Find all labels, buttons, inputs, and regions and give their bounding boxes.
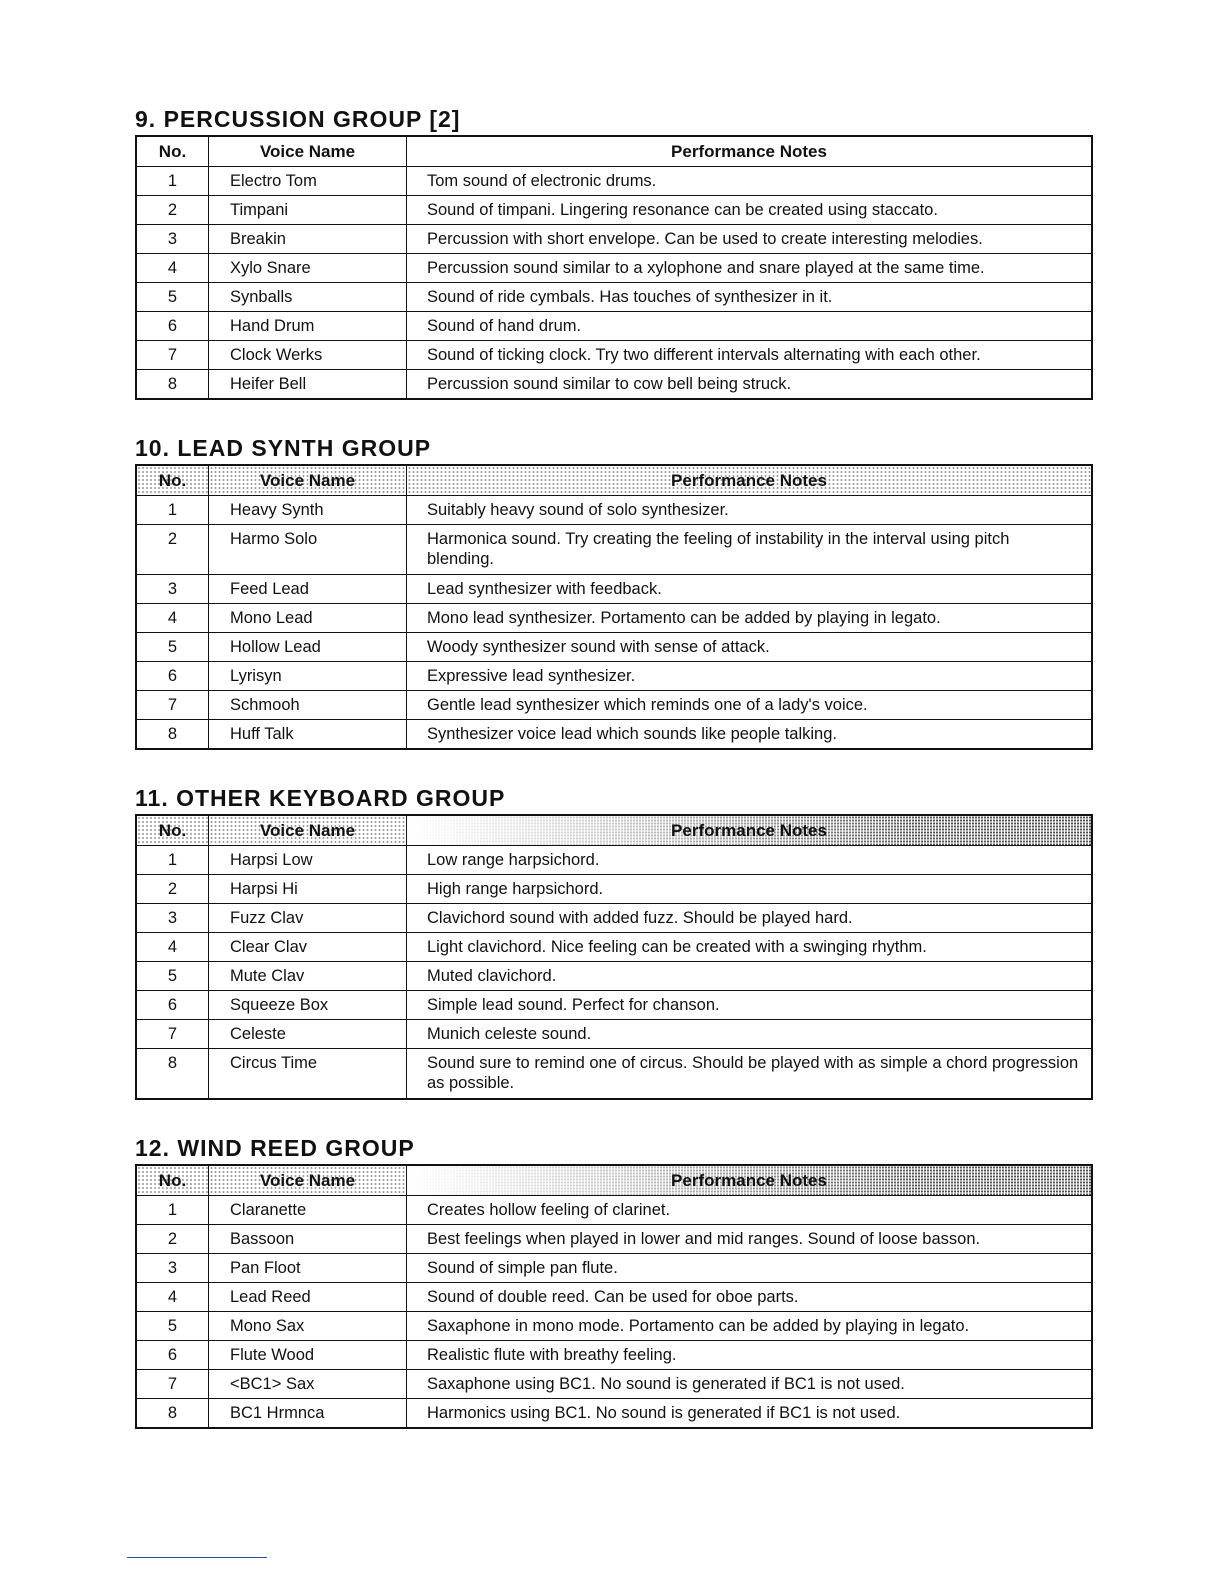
- column-header-voice-name: Voice Name: [209, 815, 407, 846]
- voice-number: 5: [136, 283, 209, 312]
- column-header-performance-notes: Performance Notes: [407, 815, 1093, 846]
- section-title-lead-synth-group: 10. LEAD SYNTH GROUP: [135, 435, 432, 461]
- voice-name: Mute Clav: [209, 962, 407, 991]
- voice-name: Hollow Lead: [209, 633, 407, 662]
- performance-note: Creates hollow feeling of clarinet.: [407, 1196, 1093, 1225]
- table-row: [136, 875, 1092, 904]
- performance-note: Harmonics using BC1. No sound is generated if BC1 is not used.: [407, 1399, 1093, 1429]
- voice-name: Mono Lead: [209, 604, 407, 633]
- voice-name: Harmo Solo: [209, 525, 407, 575]
- voice-number: 3: [136, 225, 209, 254]
- table-header-row: [136, 465, 1092, 496]
- table-row: [136, 604, 1092, 633]
- voice-number: 3: [136, 904, 209, 933]
- performance-note: Percussion sound similar to cow bell being struck.: [407, 370, 1093, 400]
- wind-reed-group-table: [135, 1164, 1093, 1429]
- voice-name: Hand Drum: [209, 312, 407, 341]
- performance-note: Sound of timpani. Lingering resonance can be created using staccato.: [407, 196, 1093, 225]
- voice-number: 2: [136, 1225, 209, 1254]
- performance-note: Muted clavichord.: [407, 962, 1093, 991]
- percussion-group-2-table: [135, 135, 1093, 400]
- voice-name: Heifer Bell: [209, 370, 407, 400]
- voice-number: 4: [136, 604, 209, 633]
- table-row: [136, 196, 1092, 225]
- performance-note: Tom sound of electronic drums.: [407, 167, 1093, 196]
- voice-name: Breakin: [209, 225, 407, 254]
- performance-note: Saxaphone using BC1. No sound is generated if BC1 is not used.: [407, 1370, 1093, 1399]
- voice-number: 4: [136, 933, 209, 962]
- voice-number: 6: [136, 312, 209, 341]
- performance-note: Synthesizer voice lead which sounds like people talking.: [407, 720, 1093, 750]
- section-title-other-keyboard-group: 11. OTHER KEYBOARD GROUP: [135, 785, 506, 811]
- voice-name: Celeste: [209, 1020, 407, 1049]
- table-row: [136, 1225, 1092, 1254]
- voice-name: Synballs: [209, 283, 407, 312]
- voice-name: Mono Sax: [209, 1312, 407, 1341]
- voice-name: Clock Werks: [209, 341, 407, 370]
- table-header-row: [136, 136, 1092, 167]
- performance-note: Realistic flute with breathy feeling.: [407, 1341, 1093, 1370]
- table-row: [136, 991, 1092, 1020]
- table-row: [136, 1196, 1092, 1225]
- voice-number: 7: [136, 691, 209, 720]
- voice-number: 7: [136, 1020, 209, 1049]
- section-title-percussion-group-2: 9. PERCUSSION GROUP [2]: [135, 106, 461, 132]
- voice-name: <BC1> Sax: [209, 1370, 407, 1399]
- performance-note: Woody synthesizer sound with sense of attack.: [407, 633, 1093, 662]
- voice-number: 4: [136, 254, 209, 283]
- column-header-performance-notes: Performance Notes: [407, 465, 1093, 496]
- column-header-voice-name: Voice Name: [209, 1165, 407, 1196]
- table-row: [136, 225, 1092, 254]
- table-row: [136, 1049, 1092, 1099]
- voice-name: Pan Floot: [209, 1254, 407, 1283]
- column-header-no: No.: [136, 136, 209, 167]
- section-title-wind-reed-group: 12. WIND REED GROUP: [135, 1135, 415, 1161]
- performance-note: Mono lead synthesizer. Portamento can be added by playing in legato.: [407, 604, 1093, 633]
- performance-note: Light clavichord. Nice feeling can be created with a swinging rhythm.: [407, 933, 1093, 962]
- voice-name: Schmooh: [209, 691, 407, 720]
- voice-number: 8: [136, 370, 209, 400]
- performance-note: Lead synthesizer with feedback.: [407, 575, 1093, 604]
- performance-note: Expressive lead synthesizer.: [407, 662, 1093, 691]
- voice-name: Huff Talk: [209, 720, 407, 750]
- voice-number: 8: [136, 1049, 209, 1099]
- performance-note: Best feelings when played in lower and mid ranges. Sound of loose basson.: [407, 1225, 1093, 1254]
- table-header-row: [136, 1165, 1092, 1196]
- column-header-no: No.: [136, 815, 209, 846]
- performance-note: Low range harpsichord.: [407, 846, 1093, 875]
- performance-note: Gentle lead synthesizer which reminds one of a lady's voice.: [407, 691, 1093, 720]
- voice-name: Timpani: [209, 196, 407, 225]
- table-row: [136, 962, 1092, 991]
- voice-number: 3: [136, 1254, 209, 1283]
- other-keyboard-group-table: [135, 814, 1093, 1100]
- footer-rule: [127, 1557, 267, 1558]
- table-row: [136, 312, 1092, 341]
- voice-number: 8: [136, 720, 209, 750]
- voice-number: 3: [136, 575, 209, 604]
- voice-number: 2: [136, 196, 209, 225]
- voice-name: Harpsi Hi: [209, 875, 407, 904]
- voice-number: 6: [136, 991, 209, 1020]
- voice-number: 5: [136, 633, 209, 662]
- voice-name: Xylo Snare: [209, 254, 407, 283]
- column-header-voice-name: Voice Name: [209, 465, 407, 496]
- table-row: [136, 1283, 1092, 1312]
- table-row: [136, 1370, 1092, 1399]
- performance-note: Sound sure to remind one of circus. Should be played with as simple a chord progression as possible.: [407, 1049, 1093, 1099]
- column-header-no: No.: [136, 1165, 209, 1196]
- table-header-row: [136, 815, 1092, 846]
- voice-name: Fuzz Clav: [209, 904, 407, 933]
- voice-number: 5: [136, 962, 209, 991]
- table-row: [136, 283, 1092, 312]
- performance-note: Simple lead sound. Perfect for chanson.: [407, 991, 1093, 1020]
- performance-note: Sound of double reed. Can be used for oboe parts.: [407, 1283, 1093, 1312]
- voice-number: 2: [136, 875, 209, 904]
- table-row: [136, 1312, 1092, 1341]
- voice-name: Circus Time: [209, 1049, 407, 1099]
- voice-name: Harpsi Low: [209, 846, 407, 875]
- performance-note: Sound of ride cymbals. Has touches of synthesizer in it.: [407, 283, 1093, 312]
- voice-name: BC1 Hrmnca: [209, 1399, 407, 1429]
- voice-number: 1: [136, 1196, 209, 1225]
- column-header-performance-notes: Performance Notes: [407, 1165, 1093, 1196]
- voice-name: Lyrisyn: [209, 662, 407, 691]
- table-row: [136, 167, 1092, 196]
- voice-name: Squeeze Box: [209, 991, 407, 1020]
- performance-note: Clavichord sound with added fuzz. Should be played hard.: [407, 904, 1093, 933]
- table-row: [136, 341, 1092, 370]
- table-row: [136, 1254, 1092, 1283]
- voice-number: 1: [136, 167, 209, 196]
- table-row: [136, 1399, 1092, 1429]
- voice-name: Heavy Synth: [209, 496, 407, 525]
- voice-number: 6: [136, 1341, 209, 1370]
- voice-number: 7: [136, 1370, 209, 1399]
- voice-name: Clear Clav: [209, 933, 407, 962]
- voice-name: Claranette: [209, 1196, 407, 1225]
- table-row: [136, 1341, 1092, 1370]
- voice-name: Feed Lead: [209, 575, 407, 604]
- table-row: [136, 904, 1092, 933]
- table-row: [136, 633, 1092, 662]
- performance-note: Percussion with short envelope. Can be used to create interesting melodies.: [407, 225, 1093, 254]
- performance-note: Sound of ticking clock. Try two different intervals alternating with each other.: [407, 341, 1093, 370]
- table-row: [136, 525, 1092, 575]
- table-row: [136, 691, 1092, 720]
- performance-note: High range harpsichord.: [407, 875, 1093, 904]
- performance-note: Sound of simple pan flute.: [407, 1254, 1093, 1283]
- voice-name: Electro Tom: [209, 167, 407, 196]
- voice-number: 1: [136, 496, 209, 525]
- voice-name: Bassoon: [209, 1225, 407, 1254]
- voice-number: 2: [136, 525, 209, 575]
- table-row: [136, 1020, 1092, 1049]
- table-row: [136, 662, 1092, 691]
- voice-number: 6: [136, 662, 209, 691]
- column-header-performance-notes: Performance Notes: [407, 136, 1093, 167]
- column-header-no: No.: [136, 465, 209, 496]
- voice-number: 8: [136, 1399, 209, 1429]
- voice-number: 7: [136, 341, 209, 370]
- table-row: [136, 720, 1092, 750]
- column-header-voice-name: Voice Name: [209, 136, 407, 167]
- lead-synth-group-table: [135, 464, 1093, 750]
- table-row: [136, 575, 1092, 604]
- performance-note: Harmonica sound. Try creating the feeling of instability in the interval using pitch blending.: [407, 525, 1093, 575]
- performance-note: Saxaphone in mono mode. Portamento can be added by playing in legato.: [407, 1312, 1093, 1341]
- table-row: [136, 846, 1092, 875]
- table-row: [136, 370, 1092, 400]
- table-row: [136, 496, 1092, 525]
- voice-number: 4: [136, 1283, 209, 1312]
- voice-name: Flute Wood: [209, 1341, 407, 1370]
- performance-note: Percussion sound similar to a xylophone and snare played at the same time.: [407, 254, 1093, 283]
- performance-note: Suitably heavy sound of solo synthesizer.: [407, 496, 1093, 525]
- performance-note: Munich celeste sound.: [407, 1020, 1093, 1049]
- table-row: [136, 254, 1092, 283]
- voice-name: Lead Reed: [209, 1283, 407, 1312]
- table-row: [136, 933, 1092, 962]
- performance-note: Sound of hand drum.: [407, 312, 1093, 341]
- voice-number: 1: [136, 846, 209, 875]
- voice-number: 5: [136, 1312, 209, 1341]
